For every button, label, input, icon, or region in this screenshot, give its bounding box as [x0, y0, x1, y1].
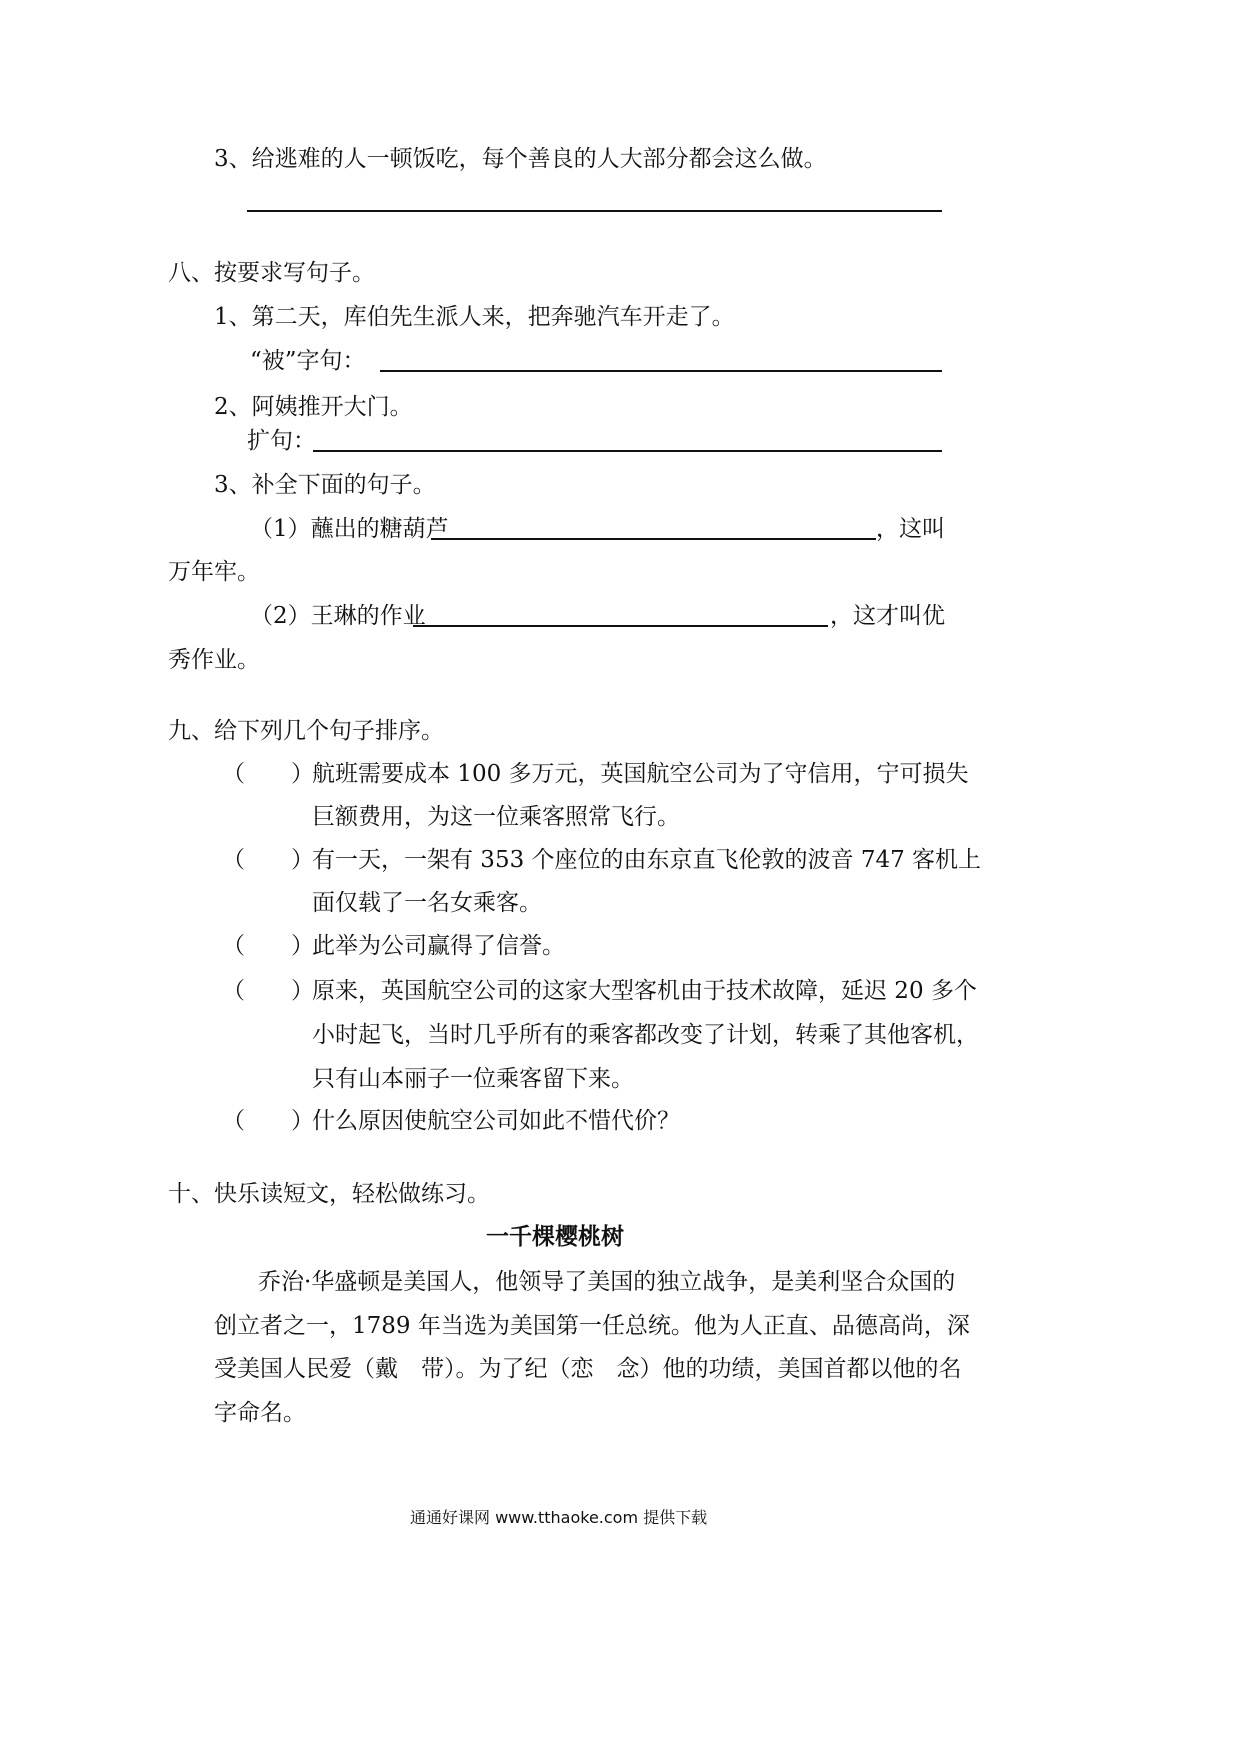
s8-q1-post: ，这叫: [876, 516, 945, 542]
s8-heading: 八、按要求写句子。: [168, 260, 375, 286]
s8-item-1-label: “被”字句：: [250, 348, 366, 374]
s8-q2-post: ，这才叫优: [830, 603, 945, 629]
s8-item-1-answer-line[interactable]: [380, 370, 942, 372]
s9-item-4-line-1: 原来，英国航空公司的这家大型客机由于技术故障，延迟 20 多个: [312, 978, 977, 1004]
s8-item-3: 3、补全下面的句子。: [214, 472, 436, 498]
s8-q2-cont: 秀作业。: [168, 647, 260, 673]
s8-q2-pre: （2）王琳的作业: [250, 603, 426, 629]
s8-q1-cont: 万年牢。: [168, 559, 260, 585]
s10-heading: 十、快乐读短文，轻松做练习。: [168, 1181, 490, 1207]
s10-passage-line-2: 创立者之一，1789 年当选为美国第一任总统。他为人正直、品德高尚，深: [214, 1313, 970, 1339]
s8-item-2: 2、阿姨推开大门。: [214, 394, 413, 420]
s8-q1-answer-line[interactable]: [431, 538, 876, 540]
s9-paren-2[interactable]: （ ）: [222, 847, 314, 873]
s9-item-5-line-1: 什么原因使航空公司如此不惜代价？: [312, 1108, 680, 1134]
s10-passage-line-1: 乔治·华盛顿是美国人，他领导了美国的独立战争，是美利坚合众国的: [258, 1269, 956, 1295]
s7-answer-line[interactable]: [247, 210, 942, 212]
s9-item-3-line-1: 此举为公司赢得了信誉。: [312, 933, 565, 959]
s8-item-2-label: 扩句：: [247, 428, 316, 454]
s9-item-4-line-2: 小时起飞，当时几乎所有的乘客都改变了计划，转乘了其他客机，: [312, 1022, 979, 1048]
s9-item-2-line-1: 有一天，一架有 353 个座位的由东京直飞伦敦的波音 747 客机上: [312, 847, 982, 873]
s9-paren-3[interactable]: （ ）: [222, 933, 314, 959]
s9-item-1-line-1: 航班需要成本 100 多万元，英国航空公司为了守信用，宁可损失: [312, 761, 969, 787]
s8-item-2-answer-line[interactable]: [313, 450, 942, 452]
s7-item-3: 3、给逃难的人一顿饭吃，每个善良的人大部分都会这么做。: [214, 146, 827, 172]
page-footer: 通通好课网 www.tthaoke.com 提供下载: [410, 1508, 708, 1527]
s9-paren-1[interactable]: （ ）: [222, 761, 314, 787]
s10-passage-line-4: 字命名。: [214, 1400, 306, 1426]
s9-paren-4[interactable]: （ ）: [222, 978, 314, 1004]
s8-q1-pre: （1）蘸出的糖葫芦: [250, 516, 449, 542]
s9-paren-5[interactable]: （ ）: [222, 1108, 314, 1134]
s8-q2-answer-line[interactable]: [413, 625, 828, 627]
s10-passage-title: 一千棵樱桃树: [486, 1223, 624, 1250]
s8-item-1: 1、第二天，库伯先生派人来，把奔驰汽车开走了。: [214, 304, 735, 330]
s9-item-4-line-3: 只有山本丽子一位乘客留下来。: [312, 1066, 634, 1092]
s9-item-1-line-2: 巨额费用，为这一位乘客照常飞行。: [312, 804, 680, 830]
s9-item-2-line-2: 面仅载了一名女乘客。: [312, 890, 542, 916]
s9-heading: 九、给下列几个句子排序。: [168, 718, 444, 744]
s10-passage-line-3: 受美国人民爱（戴 带）。为了纪（恋 念）他的功绩，美国首都以他的名: [214, 1356, 962, 1382]
